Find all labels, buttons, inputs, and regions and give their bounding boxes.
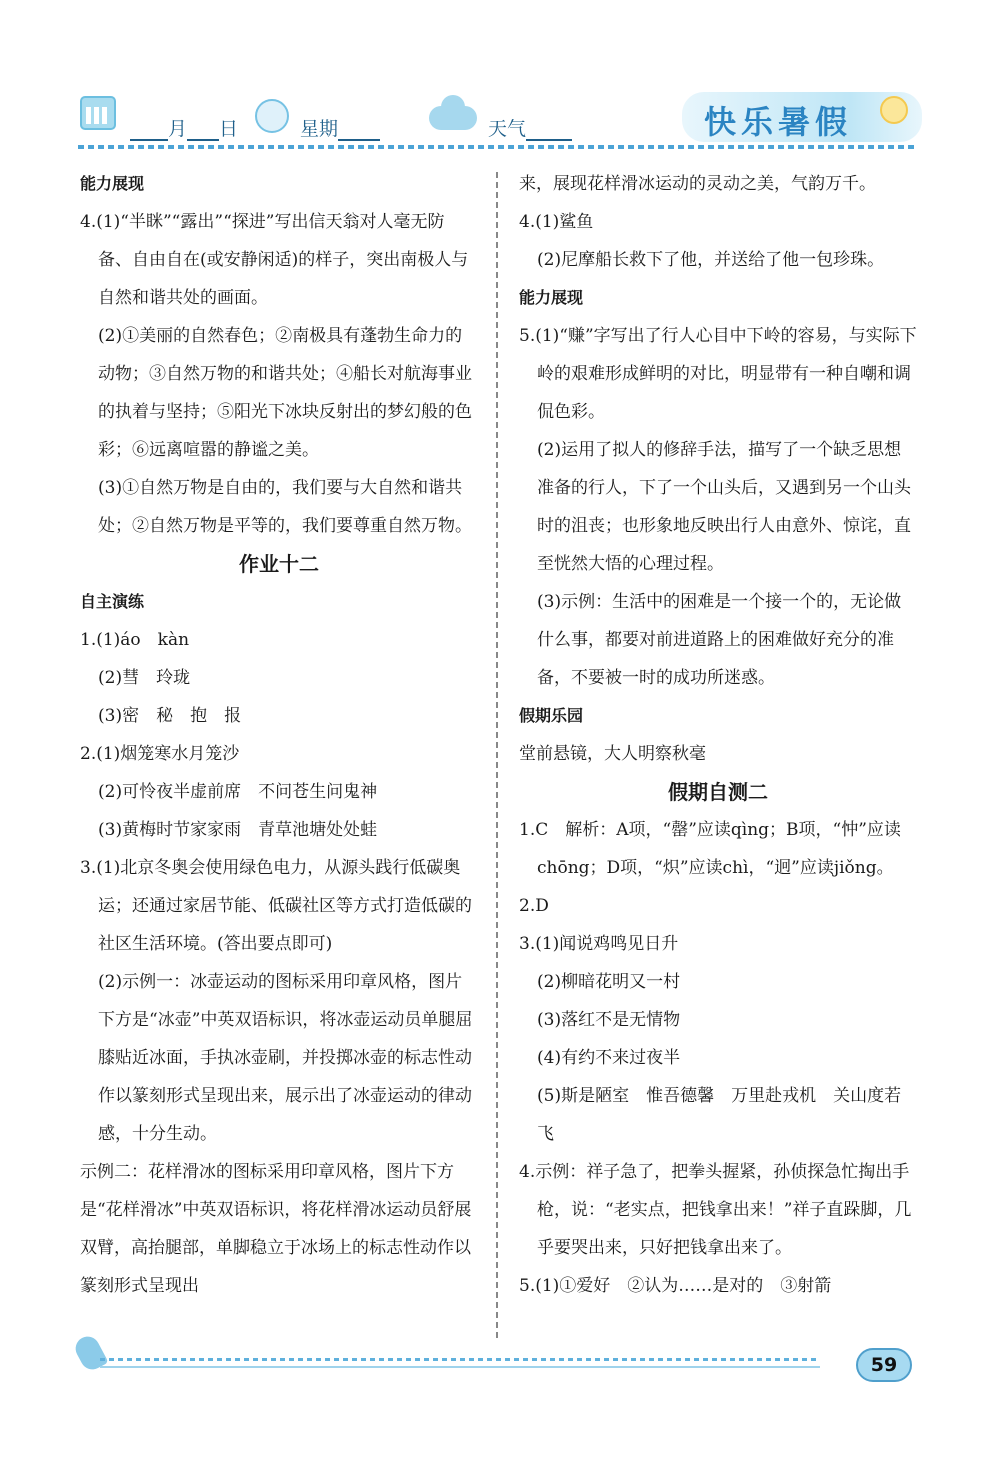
answer-line: (2)示例一：冰壶运动的图标采用印章风格，图片下方是“冰壶”中英双语标识，将冰壶运动员单腿屈膝贴近冰面，手执冰壶刷，并投掷冰壶的标志性动作以篆刻形式呈现出来，展示出了冰壶运动的律动感，十分生动。: [98, 972, 473, 1144]
month-label: 月: [168, 118, 188, 140]
weekday-field: [300, 114, 380, 141]
answer-line: (5)斯是陋室 惟吾德馨 万里赴戎机 关山度若飞: [537, 1086, 902, 1144]
assignment-title: 作业十二: [239, 552, 319, 576]
answer-line: (2)彗 玲珑: [98, 668, 191, 688]
section-heading: 假期乐园: [519, 706, 584, 725]
section-heading: 能力展现: [80, 174, 145, 193]
right-column: [519, 165, 917, 1305]
section-heading: 自主演练: [80, 592, 145, 611]
calendar-icon: [80, 96, 116, 130]
left-column: [80, 165, 478, 1305]
answer-line: 2.(1)烟笼寒水月笼沙: [80, 744, 240, 764]
answer-line: 4.示例：祥子急了，把拳头握紧，孙侦探急忙掏出手枪，说：“老实点，把钱拿出来！”祥子直跺脚，几乎要哭出来，只好把钱拿出来了。: [519, 1162, 912, 1258]
answer-line: (3)密 秘 抱 报: [98, 706, 242, 726]
answer-line: (2)尼摩船长救下了他，并送给了他一包珍珠。: [537, 250, 885, 270]
answer-line: 堂前悬镜，大人明察秋毫: [519, 744, 706, 764]
answer-line: (3)黄梅时节家家雨 青草池塘处处蛙: [98, 820, 378, 840]
answer-line: 1.(1)áo kàn: [80, 630, 190, 650]
section-heading: 能力展现: [519, 288, 584, 307]
weather-label: 天气: [488, 118, 527, 140]
date-field: [130, 114, 238, 141]
assignment-title: 假期自测二: [668, 780, 768, 804]
answer-line: 4.(1)鲨鱼: [519, 212, 594, 232]
brand-title: 快乐暑假: [704, 103, 853, 141]
answer-line: 3.(1)闻说鸡鸣见日升: [519, 934, 679, 954]
footer-divider: [100, 1358, 820, 1361]
answer-line: 5.(1)“赚”字写出了行人心目中下岭的容易，与实际下岭的艰难形成鲜明的对比，明显带有一种自嘲和调侃色彩。: [519, 326, 917, 422]
day-label: 日: [219, 118, 239, 140]
answer-line: 5.(1)①爱好 ②认为……是对的 ③射箭: [519, 1276, 832, 1296]
answer-line: (2)运用了拟人的修辞手法，描写了一个缺乏思想准备的行人，下了一个山头后，又遇到另一个山头时的沮丧；也形象地反映出行人由意外、惊诧，直至恍然大悟的心理过程。: [537, 440, 911, 574]
answer-line: (4)有约不来过夜半: [537, 1048, 681, 1068]
answer-line: (2)可怜夜半虚前席 不问苍生问鬼神: [98, 782, 378, 802]
clock-icon: [255, 99, 289, 133]
weekday-label: 星期: [300, 118, 339, 140]
answer-line: 4.(1)“半眯”“露出”“探进”写出信天翁对人毫无防备、自由自在(或安静闲适)的样子，突出南极人与自然和谐共处的画面。: [80, 212, 469, 308]
column-divider: [496, 172, 498, 1338]
footer-divider-lower: [100, 1366, 820, 1368]
answer-line: (3)落红不是无情物: [537, 1010, 681, 1030]
brand-banner: [682, 92, 922, 142]
answer-line: (3)示例：生活中的困难是一个接一个的，无论做什么事，都要对前进道路上的困难做好充分的准备，不要被一时的成功所迷惑。: [537, 592, 902, 688]
answer-line: 来，展现花样滑冰运动的灵动之美，气韵万千。: [519, 174, 876, 194]
header-divider: [78, 145, 916, 149]
sun-icon: [880, 96, 908, 124]
page-header: [72, 84, 922, 144]
weather-field: [488, 114, 572, 141]
answer-line: (3)①自然万物是自由的，我们要与大自然和谐共处；②自然万物是平等的，我们要尊重自然万物。: [98, 478, 472, 536]
answer-line: 1.C 解析：A项，“罄”应读qìng；B项，“忡”应读chōng；D项，“炽”应读chì，“迥”应读jiǒng。: [519, 820, 901, 878]
answer-line: (2)柳暗花明又一村: [537, 972, 681, 992]
answer-line: 示例二：花样滑冰的图标采用印章风格，图片下方是“花样滑冰”中英双语标识，将花样滑冰运动员舒展双臂，高抬腿部，单脚稳立于冰场上的标志性动作以篆刻形式呈现出: [80, 1162, 472, 1296]
answer-line: 3.(1)北京冬奥会使用绿色电力，从源头践行低碳奥运；还通过家居节能、低碳社区等方式打造低碳的社区生活环境。(答出要点即可): [80, 858, 472, 954]
answer-line: 2.D: [519, 896, 549, 916]
page-number: 59: [856, 1348, 912, 1382]
answer-line: (2)①美丽的自然春色；②南极具有蓬勃生命力的动物；③自然万物的和谐共处；④船长对航海事业的执着与坚持；⑤阳光下冰块反射出的梦幻般的色彩；⑥远离喧嚣的静谧之美。: [98, 326, 472, 460]
cloud-icon: [429, 106, 477, 130]
